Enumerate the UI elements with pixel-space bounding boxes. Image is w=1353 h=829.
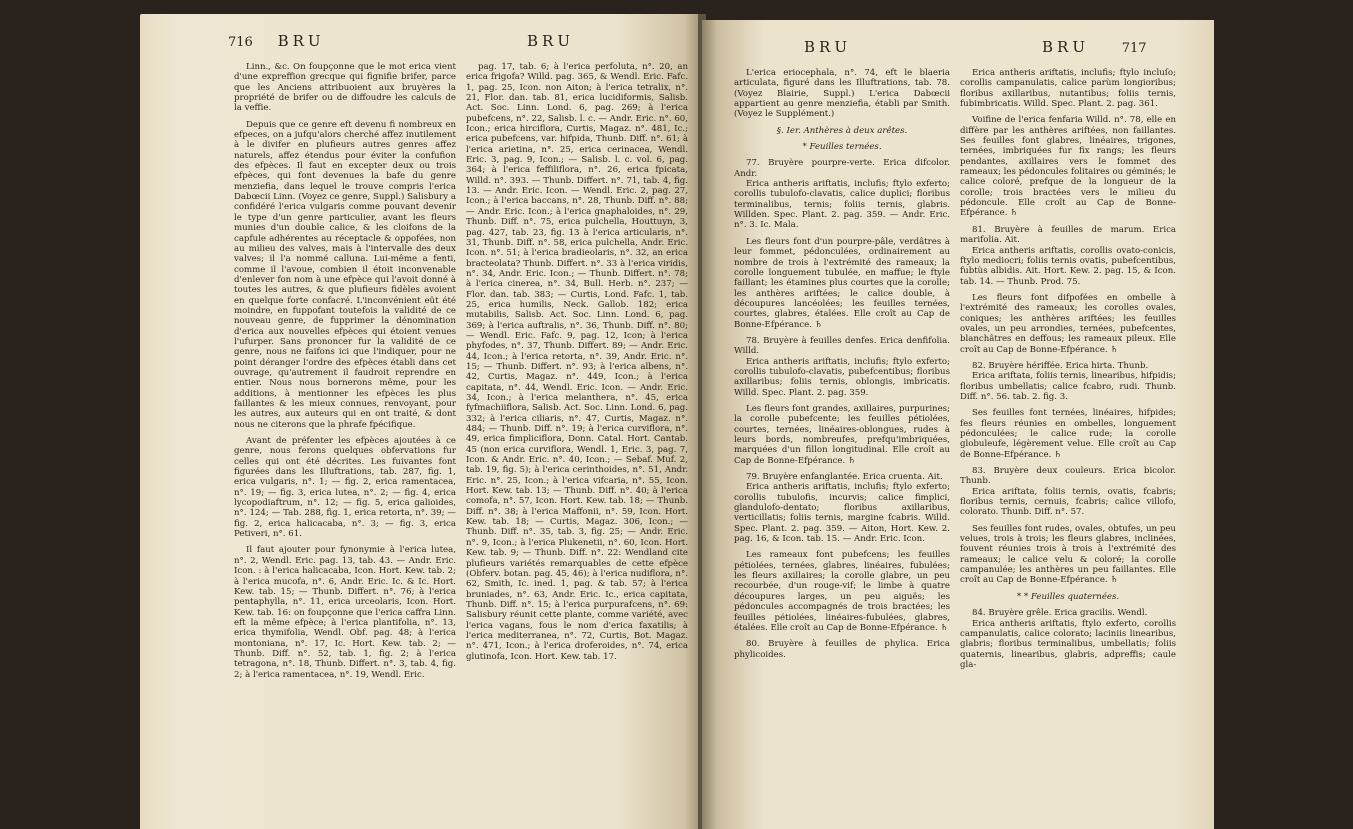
species-entry-heading: 82. Bruyère hériffée. Erica hirta. Thunb. xyxy=(972,360,1149,371)
species-entry-heading: 77. Bruyère pourpre-verte. Erica difcolor. Andr. xyxy=(734,158,950,179)
paragraph: Erica antheris ariftatis, inclufis; ftylo exferto; corollis tubulofo-clavatis, pubefcentibus; floribus axillaribus; foliis ternis, oblongis, imbricatis. Willd. Spec. Plant. 2. pag. 359. xyxy=(734,356,950,398)
paragraph: Ses feuilles font rudes, ovales, obtufes, un peu velues, trois à trois; les fleurs glabres, inclinées, fouvent réunies trois à trois à l'extrémité des rameaux; le calice velu & coloré; la corolle campanulée; les anthères un peu faillantes. Elle croît au Cap de Bonne-Efpérance. ♄ xyxy=(960,523,1176,586)
section-heading: * Feuilles ternées. xyxy=(802,142,882,153)
paragraph: Avant de préfenter les efpèces ajoutées à ce genre, nous ferons quelques obfervations fur celles qui ont été décrites. Les fuivantes font figurées dans les Illuftrations, tab. 287, fig. 1, erica vulgaris, n°. 1; — fig. 2, erica ramentacea, n°. 19; — fig. 3, erica lutea, n°. 2; — fig. 4, erica lycopodiaftrum, n°. 12; — fig. 5, erica galioides, n°. 124; — Tab. 288, fig. 1, erica retorta, n°. 39; — fig. 2, erica halicacaba, n°. 3; — fig. 3, erica Petiveri, n°. 61. xyxy=(234,436,456,540)
right-column-2 xyxy=(960,68,1176,828)
paragraph: L'erica eriocephala, n°. 74, eft le blaeria articulata, figuré dans les Illuftrations, tab. 78. (Voyez Blairie, Suppl.) L'erica Dabœcii appartient au genre menziefia, établi par Smith. (Voyez le Supplément.) xyxy=(734,68,950,120)
paragraph: Erica ariftata, foliis ternis, ovatis, fcabris; floribus ternis, cernuis, fcabris; calice villofo, colorato. Thunb. Diff. n°. 57. xyxy=(960,486,1176,518)
paragraph: Erica antheris ariftatis, corollis ovato-conicis, ftylo mediocri; foliis ternis ovatis, pubefcentibus, fubtùs albidis. Ait. Hort. Kew. 2. pag. 15, & Icon. tab. 14. — Thunb. Prod. 75. xyxy=(960,245,1176,287)
species-entry-heading: 79. Bruyère enfanglantée. Erica cruenta. Ait. xyxy=(746,472,943,483)
running-head-left-col2: BRU xyxy=(527,32,574,50)
paragraph: Voifine de l'erica fenfaria Willd. n°. 78, elle en diffère par les anthères ariftées, non faillantes. Ses feuilles font glabres, linéaires, trigones, ternées, imbriquées fur fix rangs; les fleurs pendantes, axillaires vers le fommet des rameaux; les pédoncules folitaires ou géminés; le calice coloré, prefque de la longueur de la corolle; trois bractées vers le milieu du pédoncule. Elle croît au Cap de Bonne-Efpérance. ♄ xyxy=(960,115,1176,219)
paragraph: Il faut ajouter pour fynonymie à l'erica lutea, n°. 2, Wendl. Eric. pag. 13, tab. 43. — Andr. Eric. Icon. : à l'erica halicacaba, Icon. Hort. Kew. tab. 2; à l'erica mucofa, n°. 6, Andr. Eric. Ic. & Ic. Hort. Kew. tab. 15; — Thunb. Differt. n°. 76; à l'erica pentaphylla, n°. 11, erica urceolaris, Icon. Hort. Kew. tab. 16: on foupçonne que l'erica caffra Linn. eft la même efpèce; à l'erica plantifolia, n°. 13, erica thymifolia, Wendl. Obf. pag. 48; à l'erica montoniana, n°. 17, Ic. Hort. Kew. tab. 2; — Thunb. Diff. n°. 52, tab. 1, fig. 2; à l'erica tetragona, n°. 18, Thunb. Differt. n°. 3, tab. 4, fig. 2; à l'erica ramentacea, n°. 19, Wendl. Eric. xyxy=(234,545,456,680)
species-entry-heading: 81. Bruyère à feuilles de marum. Erica marifolia. Ait. xyxy=(960,224,1176,246)
species-entry-heading: 83. Bruyère deux couleurs. Erica bicolor. Thunb. xyxy=(960,466,1176,487)
left-page xyxy=(140,14,702,829)
paragraph: Erica antheris ariftatis, inclufis; ftylo exferto; corollis tubulofis, incurvis; calice fimplici, glandulofo-dentato; floribus axillaribus, verticillatis; foliis ternis, margine fcabris. Willd. Spec. Plant. 2. pag. 359. — Aiton, Hort. Kew. 2. pag. 16, & Icon. tab. 15. — Andr. Eric. Icon. xyxy=(734,482,950,545)
paragraph: Linn., &c. On foupçonne que le mot erica vient d'une expreffion grecque qui fignifie brifer, parce que les Anciens attribuoient aux bruyères la propriété de brifer ou de diffoudre les calculs de la veffie. xyxy=(234,62,456,114)
running-head-right: BRU xyxy=(1042,38,1089,56)
running-head-left: BRU xyxy=(277,32,325,50)
paragraph: pag. 17, tab. 6; à l'erica perfoluta, n°. 20, an erica frigofa? Willd. pag. 365, & Wendl. Eric. Fafc. 1, pag. 25, Icon. non Aiton; à l'erica tetralix, n°. 21, Flor. dan. tab. 81, erica lucidiformis, Salisb. Act. Soc. Linn. Lond. 6, pag. 269; à l'erica pubefcens, n°. 22, Salisb. l. c. — Andr. Eric. n°. 60, Icon.; erica hirciflora, Curtis, Magaz. n°. 481, Ic.; erica pubefcens, var. hifpida, Thunb. Diff. n°. 61; à l'erica arietina, n°. 25, erica cerinacea, Wendl. Eric. 3, pag. 9, Icon.; — Salisb. l. c. vol. 6, pag. 364; à l'erica feffiliflora, n°. 26, erica fpicata, Willd. n°. 393. — Thunb. Differt. n°. 71, tab. 4, fig. 13. — Andr. Eric. Icon. — Wendl. Eric. 2, pag. 27, Icon.; à l'erica baccans, n°. 28, Thunb. Diff. n°. 88; — Andr. Eric. Icon.; à l'erica gnaphaloides, n°. 29, Thunb. Diff. n°. 75, erica pulchella, Houttuyn, 3, pag. 427, tab. 23, fig. 13 à l'erica articularis, n°. 31, Thunb. Diff. n°. 58, erica pulchella, Andr. Eric. Icon. n°. 51; à l'erica bradieolaris, n°. 32, an erica bracteolata? Thunb. Differt. n°. 33 à l'erica viridis, n°. 34, Andr. Eric. Icon.; — Thunb. Differt. n°. 78; à l'erica cinerea, n°. 34, Bull. Herb. n°. 237; — Flor. dan. tab. 383; — Curtis, Lond. Fafc. 1, tab. 25, erica humilis, Neck. Gallob. 182; erica mutabilis, Salisb. Act. Soc. Linn. Lond. 6, pag. 369; à l'erica auftralis, n°. 36, Thunb. Diff. n°. 80; — Wendl. Eric. Fafc. 9, pag. 12, Icon; à l'erica phyfodes, n°. 37, Thunb. Differt. 89; — Andr. Eric. 44, Icon.; à l'erica retorta, n°. 39, Andr. Eric. n°. 15; — Thunb. Differt. n°. 93; à l'erica albens, n°. 42, Curtis, Magaz. n°. 449, Icon.; à l'erica capitata, n°. 44, Wendl. Eric. Icon. — Andr. Eric. 34, Icon.; à l'erica melanthera, n°. 45, erica fyfmachiiflora, Salisb. Act. Soc. Linn. Lond. 6, pag. 332; à l'erica ciliaris, n°. 47, Curtis, Magaz. n°. 484; — Thunb. Diff. n°. 19; à l'erica curviflora, n°. 49, erica fimpliciflora, Donn. Catal. Hort. Cantab. 45 (non erica curviflora, Wendl. 1, Eric. 3, pag. 7, Icon. & Andr. Eric. n°. 40, Icon.; — Sebaf. Muf. 2, tab. 19, fig. 5); à l'erica cerinthoides, n°. 51, Andr. Eric. n°. 25, Icon.; à l'erica vifcaria, n°. 55, Icon. Hort. Kew. tab. 13; — Thunb. Diff. n°. 40; à l'erica comofa, n°. 57, Icon. Hort. Kew. tab. 18; — Thunb. Diff. n°. 38; à l'erica Maffonii, n°. 59, Icon. Hort. Kew. tab. 18; — Curtis, Magaz. 306, Icon.; — Thunb. Diff. n°. 35, tab. 3, fig. 25; — Andr. Eric. n°. 9, Icon.; à l'erica Plukenetii, n°. 60, Icon. Hort. Kew. tab. 9; — Thunb. Diff. n°. 22: Wendland cite plufieurs variétés remarquables de cette efpèce (Obferv. botan. pag. 45, 46); à l'erica nudiflora, n°. 62, Smith, Ic. ined. 1, pag. & tab. 57; à l'erica bruniades, n°. 63, Andr. Eric. Ic., erica capitata, Thunb. Diff. n°. 15; à l'erica purpurafcens, n°. 69: Salisbury réunit cette plante, comme variété, avec l'erica vagans, fous le nom d'erica faxatilis; à l'erica mediterranea, n°. 72, Curtis, Bot. Magaz. n°. 471, Icon.; à l'erica droferoides, n°. 74, erica glutinofa, Icon. Hort. Kew. tab. 17. xyxy=(466,62,688,662)
left-page-header xyxy=(228,32,325,50)
page-number-left: 716 xyxy=(228,35,253,50)
paragraph: Les fleurs font d'un pourpre-pâle, verdâtres à leur fommet, pédonculées, ordinairement au nombre de trois à l'extrémité des rameaux; la corolle longuement tubulée, en maffue; le ftyle faillant; les étamines plus courtes que la corolle; les anthères ariftées; le calice double, à découpures lancéolées; les feuilles ternées, courtes, glabres, étalées. Elle croît au Cap de Bonne-Efpérance. ♄ xyxy=(734,236,950,330)
paragraph: Ses feuilles font ternées, linéaires, hifpides; fes fleurs réunies en ombelles, longuement pédonculées; le calice rude; la corolle globuleufe, légèrement velue. Elle croît au Cap de Bonne-Efpérance. ♄ xyxy=(960,408,1176,460)
paragraph: Les fleurs font difpofées en ombelle à l'extrémité des rameaux; les corolles ovales, coniques; les anthères ariftées; les feuilles ovales, un peu arrondies, ternées, pubefcentes, blanchâtres en deffous; les rameaux pileux. Elle croît au Cap de Bonne-Efpérance. ♄ xyxy=(960,292,1176,355)
paragraph: Depuis que ce genre eft devenu fi nombreux en efpeces, on a jufqu'alors cherché affez inutilement à le divifer en plufieurs autres genres affez naturels, affez étendus pour éviter la confufion des efpèces. Il faut en excepter deux ou trois efpèces, qui font devenues la bafe du genre menziefia, dans lequel le trouve compris l'erica Dabœcii Linn. (Voyez ce genre, Suppl.) Salisbury a confidéré l'erica vulgaris comme pouvant devenir le type d'un genre particulier, avant les fleurs munies d'un double calice, & les cloifons de la capfule adhérentes au réceptacle & oppofées, non au milieu des valves, mais à l'intervalle des deux valves; il l'a nommé calluna. Lui-même a fenti, comme il l'avoue, combien il étoit inconvenable d'enlever fon nom à une efpèce qui l'avoit donné à toutes les autres, & que plufieurs fidèles avoient en quelque forte confacré. L'inconvénient eût été moindre, en fuppofant toutefois la validité de ce nouveau genre, de fupprimer la dénomination d'erica aux nouvelles efpèces qui étoient venues l'ufurper. Sans prononcer fur la validité de ce genre, nous ne faifons ici que l'indiquer, pour ne point déranger l'ordre des efpèces établi dans cet ouvrage, qu'autrement il faudroit reprendre en entier. Nous nous bornerons même, pour les additions, à mentionner les efpèces les plus faillantes & les mieux connues, renvoyant, pour les autres, aux auteurs qui en ont traité, & dont nous ne citerons que la phrafe fpécifique. xyxy=(234,119,456,430)
page-number-right: 717 xyxy=(1121,41,1147,56)
paragraph: Erica antheris ariftatis, inclufis; ftylo incluſo; corollis campanulatis, calice parùm longioribus; floribus axillaribus, nutantibus; foliis ternis, fubimbricatis. Willd. Spec. Plant. 2. pag. 361. xyxy=(960,68,1176,110)
section-heading: §. Ier. Anthères à deux arêtes. xyxy=(776,125,908,136)
species-entry-heading: 80. Bruyère à feuilles de phylica. Erica phylicoides. xyxy=(734,639,950,660)
species-entry-heading: 84. Bruyère grêle. Erica gracilis. Wendl. xyxy=(972,608,1148,619)
right-page xyxy=(702,20,1214,829)
left-column-2 xyxy=(466,62,688,822)
left-column-1 xyxy=(234,62,456,822)
paragraph: Erica antheris ariftatis, inclufis; ftylo exferto; corollis tubulofo-clavatis, calice duplici; floribus terminalibus, ternis; foliis ternis, glabris. Willden. Spec. Plant. 2. pag. 359. — Andr. Eric. n°. 3. Ic. Mala. xyxy=(734,179,950,231)
running-head-right-col1: BRU xyxy=(804,38,851,56)
species-entry-heading: 78. Bruyère à feuilles denfes. Erica denfifolia. Willd. xyxy=(734,335,950,357)
right-column-1 xyxy=(734,68,950,828)
section-heading: * * Feuilles quaternées. xyxy=(1016,591,1120,602)
right-page-header xyxy=(1042,38,1147,56)
paragraph: Erica antheris ariftatis, ftylo exferto, corollis campanulatis, calice colorato; laciniis linearibus, glabris; floribus terminalibus, umbellatis; foliis quaternis, linearibus, glabris, adpreffis; caule gla- xyxy=(960,618,1176,670)
paragraph: Les fleurs font grandes, axillaires, purpurines; la corolle pubefcente; les feuilles pétiolées, courtes, ternées, linéaires-oblongues, rudes à leurs bords, nombreufes, prefqu'imbriquées, marquées d'un fillon longitudinal. Elle croît au Cap de Bonne-Efpérance. ♄ xyxy=(734,403,950,466)
paragraph: Erica ariftata, foliis ternis, linearibus, hifpidis; floribus umbellatis; calice fcabro, rudi. Thunb. Diff. n°. 56. tab. 2. fig. 3. xyxy=(960,371,1176,402)
paragraph: Les rameaux font pubefcens; les feuilles pétiolées, ternées, glabres, linéaires, fubulées; les fleurs axillaires; la corolle glabre, un peu recourbée, d'un rouge-vif; le limbe à quatre découpures larges, un peu aiguës; les pédoncules accompagnés de trois bractées; les feuilles pétiolées, linéaires-fubulées, glabres, étalées. Elle croît au Cap de Bonne-Efpérance. ♄ xyxy=(734,550,950,633)
